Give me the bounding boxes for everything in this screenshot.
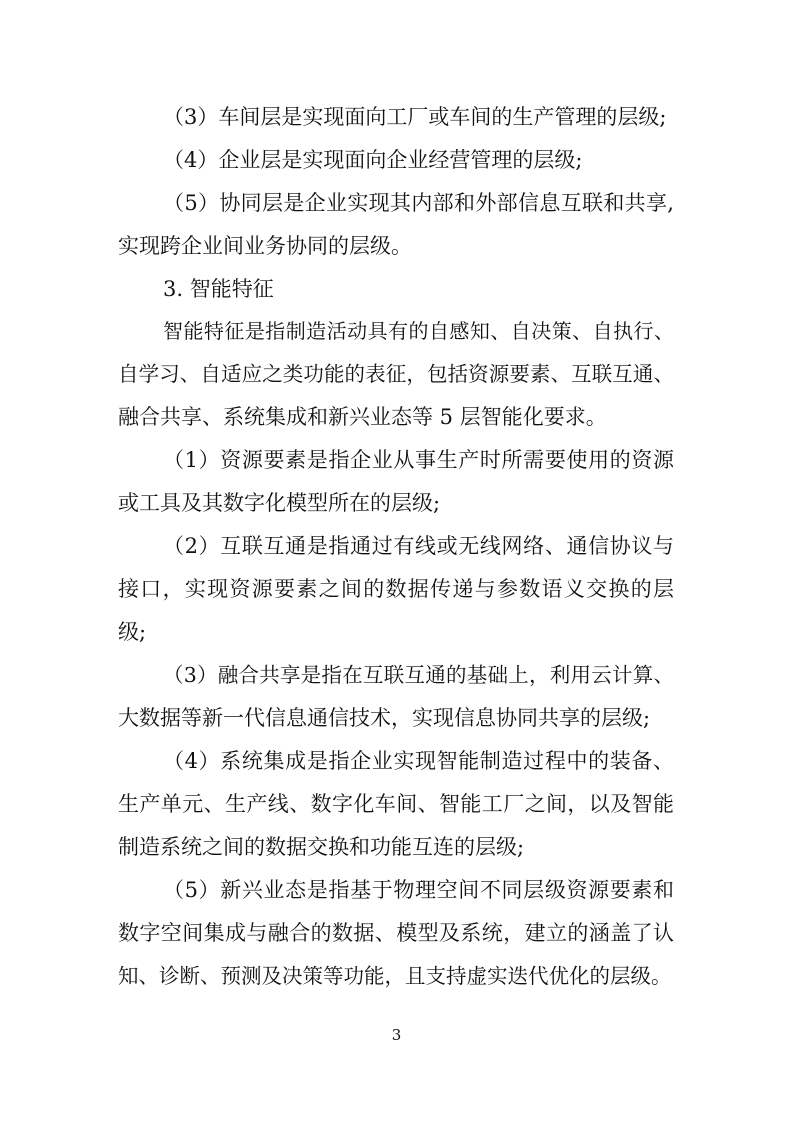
paragraph-line: 融合共享、系统集成和新兴业态等 5 层智能化要求。 [118,405,607,429]
paragraph-line: （1）资源要素是指企业从事生产时所需要使用的资源 [163,448,674,472]
paragraph-line: 或工具及其数字化模型所在的层级; [118,491,441,515]
paragraph-line: 数字空间集成与融合的数据、模型及系统，建立的涵盖了认 [118,921,674,945]
page-number: 3 [391,1026,402,1044]
paragraph-line: （4）系统集成是指企业实现智能制造过程中的装备、 [163,749,674,773]
paragraph-line: 大数据等新一代信息通信技术，实现信息协同共享的层级; [118,706,651,730]
paragraph-line: （5）新兴业态是指基于物理空间不同层级资源要素和 [163,878,674,902]
paragraph-line: （3）融合共享是指在互联互通的基础上，利用云计算、 [163,663,674,687]
section-heading: 3. 智能特征 [163,277,274,301]
paragraph-line: 实现跨企业间业务协同的层级。 [118,234,412,258]
paragraph-line: 接口，实现资源要素之间的数据传递与参数语义交换的层 [118,577,674,601]
paragraph-line: （5）协同层是企业实现其内部和外部信息互联和共享, [163,191,674,215]
paragraph-line: 智能特征是指制造活动具有的自感知、自决策、自执行、 [163,319,674,343]
paragraph-line: （2）互联互通是指通过有线或无线网络、通信协议与 [163,534,674,558]
paragraph-line: （4）企业层是实现面向企业经营管理的层级; [163,148,583,172]
paragraph-line: （3）车间层是实现面向工厂或车间的生产管理的层级; [163,105,667,129]
paragraph-line: 级; [118,620,147,644]
paragraph-line: 制造系统之间的数据交换和功能互连的层级; [118,835,525,859]
paragraph-line: 生产单元、生产线、数字化车间、智能工厂之间，以及智能 [118,792,674,816]
paragraph-line: 自学习、自适应之类功能的表征，包括资源要素、互联互通、 [118,362,674,386]
paragraph-line: 知、诊断、预测及决策等功能，且支持虚实迭代优化的层级。 [118,964,672,988]
